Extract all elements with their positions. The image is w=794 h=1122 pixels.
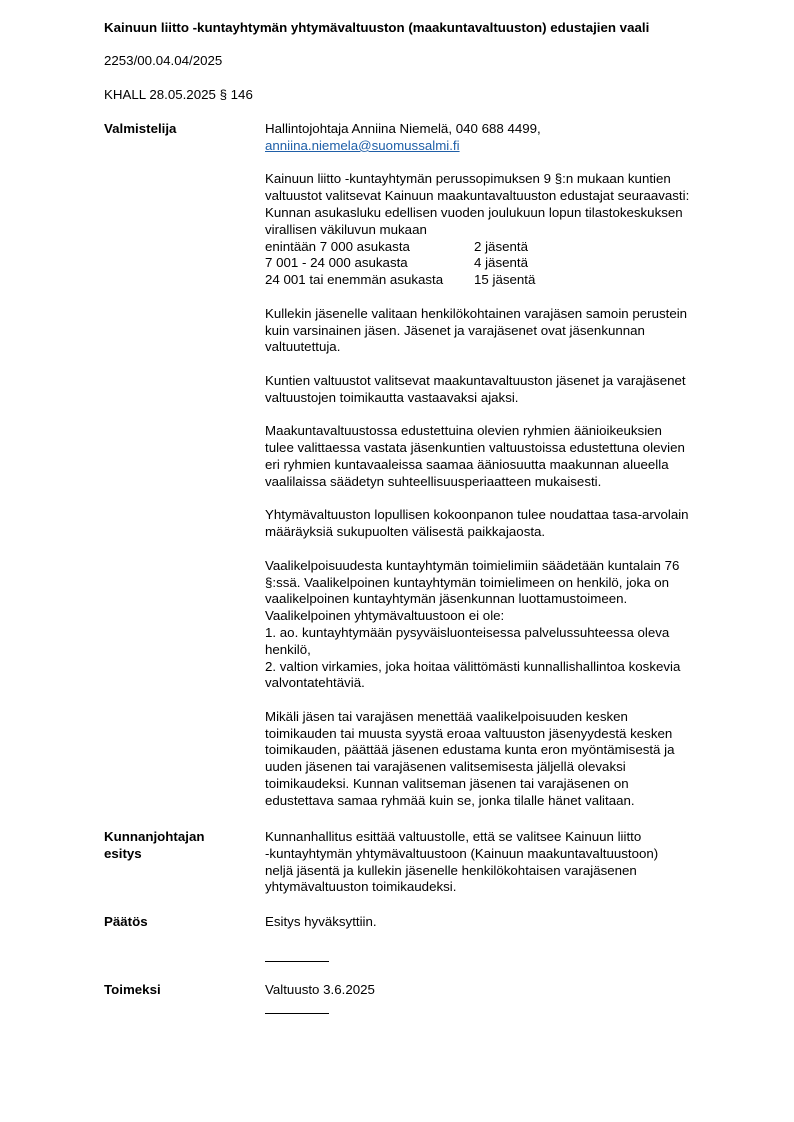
member-count-table (265, 239, 535, 289)
text-line: uuden jäsenen tai varajäsenen valitsemisesta jäljellä olevaksi (265, 759, 626, 775)
preparer-email-link[interactable]: anniina.niemela@suomussalmi.fi (265, 137, 460, 153)
table-row (265, 239, 535, 256)
members-cell: 4 jäsentä (474, 255, 528, 271)
text-line: Kullekin jäsenelle valitaan henkilökohtainen varajäsen samoin perustein (265, 305, 688, 321)
proposal-section (265, 829, 735, 896)
signature-rule (265, 1013, 329, 1014)
record-number: 2253/00.04.04/2025 (104, 53, 223, 68)
paragraph-deputy-members (265, 306, 735, 356)
text-line: Kuntien valtuustot valitsevat maakuntavaltuuston jäsenet ja varajäsenet (265, 372, 686, 388)
population-cell: enintään 7 000 asukasta (265, 238, 410, 254)
text-line: 2. valtion virkamies, joka hoitaa välittömästi kunnallishallintoa koskevia (265, 658, 681, 674)
members-cell: 15 jäsentä (474, 272, 536, 288)
text-line: Mikäli jäsen tai varajäsen menettää vaalikelpoisuuden kesken (265, 708, 628, 724)
paragraph-resignation (265, 709, 735, 810)
intro-line: Kunnan asukasluku edellisen vuoden joulukuun lopun tilastokeskuksen (265, 204, 683, 220)
paragraph-gender-equality (265, 507, 735, 541)
table-row (265, 255, 535, 272)
text-line: valtuutettuja. (265, 339, 341, 355)
members-cell: 2 jäsentä (474, 238, 528, 254)
text-line: vaalikelpoinen kuntayhtymän jäsenkunnan luottamustoimeen. (265, 591, 628, 607)
actions-label: Toimeksi (104, 982, 161, 997)
text-line: neljä jäsentä ja kullekin jäsenelle henkilökohtaisen varajäsenen (265, 862, 637, 878)
population-cell: 7 001 - 24 000 asukasta (265, 255, 408, 271)
text-line: valvontatehtäviä. (265, 675, 365, 691)
intro-line: Kainuun liitto -kuntayhtymän perussopimuksen 9 §:n mukaan kuntien (265, 171, 671, 187)
population-cell: 24 001 tai enemmän asukasta (265, 272, 444, 288)
text-line: Yhtymävaltuuston lopullisen kokoonpanon tulee noudattaa tasa-arvolain (265, 507, 689, 523)
intro-line: valtuustot valitsevat Kainuun maakuntavaltuuston edustajat seuraavasti: (265, 188, 690, 204)
text-line: §:ssä. Vaalikelpoinen kuntayhtymän toimielimeen on henkilö, joka on (265, 574, 670, 590)
signature-rule (265, 961, 329, 962)
paragraph-term (265, 373, 735, 407)
text-line: eri ryhmien kuntavaaleissa saamaa ääniosuutta maakunnan alueella (265, 456, 669, 472)
text-line: henkilö, (265, 641, 311, 657)
preparer-section (265, 121, 735, 810)
paragraph-voting-rights (265, 423, 735, 490)
text-line: kuin varsinainen jäsen. Jäsenet ja varajäsenet ovat jäsenkunnan (265, 322, 645, 338)
proposal-label-line: Kunnanjohtajan (104, 829, 205, 844)
text-line: -kuntayhtymän yhtymävaltuustoon (Kainuun maakuntavaltuustoon) (265, 845, 659, 861)
text-line: Vaalikelpoisuudesta kuntayhtymän toimielimiin säädetään kuntalain 76 (265, 557, 680, 573)
proposal-label-line: esitys (104, 845, 142, 861)
decision-label: Päätös (104, 914, 148, 929)
decision-text: Esitys hyväksyttiin. (265, 914, 377, 929)
text-line: edustettava samaa ryhmää kuin se, jonka tilalle hänet valitaan. (265, 792, 635, 808)
document-title: Kainuun liitto -kuntayhtymän yhtymävaltuuston (maakuntavaltuuston) edustajien vaali (104, 20, 650, 35)
preparer-label: Valmistelija (104, 121, 177, 136)
text-line: tulee valittaessa vastata jäsenkuntien valtuustoissa edustettuna olevien (265, 440, 685, 456)
text-line: Vaalikelpoinen yhtymävaltuustoon ei ole: (265, 608, 505, 624)
text-line: yhtymävaltuuston toimikaudeksi. (265, 879, 457, 895)
text-line: valtuustojen toimikautta vastaavaksi ajaksi. (265, 389, 519, 405)
intro-line: virallisen väkiluvun mukaan (265, 221, 427, 237)
preparer-contact: Hallintojohtaja Anniina Niemelä, 040 688 4499, (265, 121, 541, 136)
text-line: määräyksiä sukupuolten välisestä paikkajaosta. (265, 524, 546, 540)
proposal-label (104, 829, 204, 863)
actions-text: Valtuusto 3.6.2025 (265, 982, 375, 997)
text-line: toimikauden tai muusta syystä eroaa valtuuston jäsenyydestä kesken (265, 725, 673, 741)
text-line: 1. ao. kuntayhtymään pysyväisluonteisessa palvelussuhteessa oleva (265, 624, 670, 640)
text-line: toimikauden, päättää jäsenen edustama kunta eron myöntämisestä ja (265, 742, 675, 758)
paragraph-eligibility (265, 558, 735, 692)
text-line: vaalilaissa säädetyn suhteellisuusperiaatteen mukaisesti. (265, 473, 602, 489)
text-line: toimikaudeksi. Kunnan valitseman jäsenen tai varajäsenen on (265, 776, 629, 792)
meeting-reference: KHALL 28.05.2025 § 146 (104, 87, 253, 102)
text-line: Maakuntavaltuustossa edustettuina olevien ryhmien äänioikeuksien (265, 423, 662, 439)
text-line: Kunnanhallitus esittää valtuustolle, että se valitsee Kainuun liitto (265, 829, 642, 844)
table-row (265, 272, 535, 289)
